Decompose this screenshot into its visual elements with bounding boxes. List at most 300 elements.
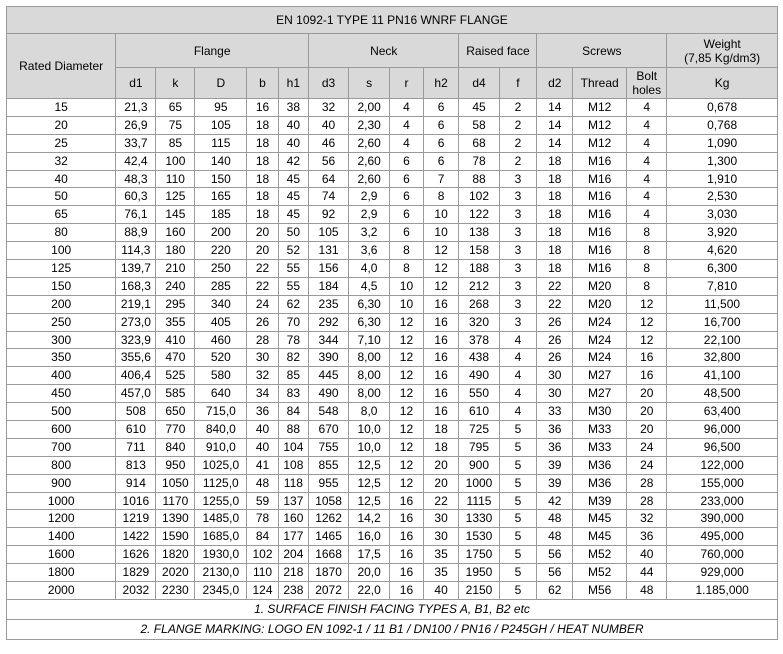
- table-cell: 204: [278, 546, 308, 564]
- table-cell: 16,0: [349, 528, 390, 546]
- table-cell: 610: [116, 421, 156, 439]
- table-cell: 6: [390, 170, 424, 188]
- table-cell: 46: [309, 134, 349, 152]
- table-cell: M56: [573, 582, 627, 600]
- table-cell: 219,1: [116, 295, 156, 313]
- table-cell: 59: [247, 492, 278, 510]
- table-cell: 4: [627, 116, 667, 134]
- table-cell: 28: [247, 331, 278, 349]
- table-cell: 12,5: [349, 492, 390, 510]
- table-cell: 1262: [309, 510, 349, 528]
- table-cell: 122: [459, 206, 499, 224]
- table-cell: 62: [537, 582, 573, 600]
- table-cell: 4: [499, 349, 537, 367]
- table-cell: 26: [537, 349, 573, 367]
- table-cell: 1219: [116, 510, 156, 528]
- table-cell: M36: [573, 456, 627, 474]
- table-cell: 26: [537, 313, 573, 331]
- header-raised-face: Raised face: [459, 34, 537, 68]
- table-cell: 74: [309, 188, 349, 206]
- table-cell: M39: [573, 492, 627, 510]
- table-cell: 1255,0: [195, 492, 247, 510]
- table-cell: 8: [423, 188, 459, 206]
- table-cell: 22: [247, 260, 278, 278]
- table-cell: 42,4: [116, 152, 156, 170]
- table-cell: 1000: [459, 474, 499, 492]
- table-cell: 1685,0: [195, 528, 247, 546]
- table-cell: 12: [423, 277, 459, 295]
- table-cell: 16: [390, 582, 424, 600]
- table-cell: 140: [195, 152, 247, 170]
- table-cell: 955: [309, 474, 349, 492]
- table-cell: 24: [627, 438, 667, 456]
- table-cell: 405: [195, 313, 247, 331]
- header-weight-label: Weight: [703, 36, 741, 51]
- table-cell: 1485,0: [195, 510, 247, 528]
- table-cell: 105: [195, 116, 247, 134]
- table-cell: 813: [116, 456, 156, 474]
- table-cell: 48: [247, 474, 278, 492]
- table-cell: 45: [278, 206, 308, 224]
- table-cell: 2: [499, 99, 537, 117]
- table-cell: 6,30: [349, 295, 390, 313]
- table-row: [7, 474, 778, 492]
- table-cell: 10,0: [349, 421, 390, 439]
- table-cell: 50: [278, 224, 308, 242]
- table-cell: 22: [423, 492, 459, 510]
- table-cell: 220: [195, 242, 247, 260]
- table-cell: 20: [247, 224, 278, 242]
- table-cell: 240: [156, 277, 195, 295]
- table-cell: 292: [309, 313, 349, 331]
- table-cell: 2,60: [349, 152, 390, 170]
- table-cell: 1800: [7, 564, 116, 582]
- table-cell: 1170: [156, 492, 195, 510]
- table-cell: 490: [309, 385, 349, 403]
- table-cell: 184: [309, 277, 349, 295]
- table-cell: 20: [627, 403, 667, 421]
- table-cell: 1025,0: [195, 456, 247, 474]
- table-cell: 110: [247, 564, 278, 582]
- table-cell: 1,910: [667, 170, 778, 188]
- table-cell: 155,000: [667, 474, 778, 492]
- table-row: [7, 331, 778, 349]
- table-cell: 84: [278, 403, 308, 421]
- table-cell: 10,0: [349, 438, 390, 456]
- table-cell: 5: [499, 456, 537, 474]
- table-cell: 268: [459, 295, 499, 313]
- table-cell: 344: [309, 331, 349, 349]
- table-cell: 18: [537, 260, 573, 278]
- table-cell: 50: [7, 188, 116, 206]
- subheader-b: b: [247, 68, 278, 99]
- table-cell: 88,9: [116, 224, 156, 242]
- table-cell: 840: [156, 438, 195, 456]
- table-cell: 4: [390, 116, 424, 134]
- table-cell: 11,500: [667, 295, 778, 313]
- table-cell: 12: [423, 242, 459, 260]
- table-cell: 32: [309, 99, 349, 117]
- table-cell: 2072: [309, 582, 349, 600]
- table-cell: 22: [537, 295, 573, 313]
- table-cell: 92: [309, 206, 349, 224]
- table-cell: 16: [390, 564, 424, 582]
- table-cell: 102: [459, 188, 499, 206]
- table-cell: M16: [573, 188, 627, 206]
- table-row: [7, 564, 778, 582]
- table-row: [7, 456, 778, 474]
- table-cell: 24: [627, 456, 667, 474]
- table-row: [7, 385, 778, 403]
- table-cell: M36: [573, 474, 627, 492]
- table-cell: 40: [7, 170, 116, 188]
- table-row: [7, 349, 778, 367]
- table-cell: 16: [423, 403, 459, 421]
- table-cell: 12: [627, 313, 667, 331]
- table-cell: 2: [499, 116, 537, 134]
- table-cell: 60,3: [116, 188, 156, 206]
- table-cell: 0,768: [667, 116, 778, 134]
- table-cell: 6,30: [349, 313, 390, 331]
- header-weight-unit: (7,85 Kg/dm3): [684, 50, 761, 65]
- table-cell: 12: [390, 403, 424, 421]
- table-cell: 18: [423, 421, 459, 439]
- table-cell: 2,530: [667, 188, 778, 206]
- table-cell: 33,7: [116, 134, 156, 152]
- table-cell: 28: [627, 492, 667, 510]
- table-cell: 2: [499, 152, 537, 170]
- table-cell: 12: [390, 313, 424, 331]
- table-cell: 2020: [156, 564, 195, 582]
- table-cell: 18: [247, 152, 278, 170]
- table-cell: 650: [156, 403, 195, 421]
- table-cell: 45: [278, 188, 308, 206]
- table-cell: 20: [247, 242, 278, 260]
- table-cell: 30: [423, 510, 459, 528]
- table-cell: 20: [627, 385, 667, 403]
- table-cell: 18: [537, 170, 573, 188]
- table-cell: 200: [7, 295, 116, 313]
- table-cell: 16: [390, 492, 424, 510]
- table-cell: M16: [573, 170, 627, 188]
- table-cell: 65: [156, 99, 195, 117]
- table-cell: 1.185,000: [667, 582, 778, 600]
- table-cell: 3: [499, 206, 537, 224]
- table-cell: 711: [116, 438, 156, 456]
- table-cell: 26: [247, 313, 278, 331]
- table-cell: 300: [7, 331, 116, 349]
- table-cell: 855: [309, 456, 349, 474]
- table-cell: 6: [390, 152, 424, 170]
- table-cell: 1600: [7, 546, 116, 564]
- table-cell: M24: [573, 349, 627, 367]
- table-cell: 12: [627, 331, 667, 349]
- table-cell: 3: [499, 224, 537, 242]
- table-cell: 5: [499, 438, 537, 456]
- table-cell: 30: [537, 385, 573, 403]
- subheader-h1: h1: [278, 68, 308, 99]
- table-cell: 273,0: [116, 313, 156, 331]
- table-cell: 56: [537, 564, 573, 582]
- table-cell: 1626: [116, 546, 156, 564]
- table-cell: 2230: [156, 582, 195, 600]
- subheader-h2: h2: [423, 68, 459, 99]
- table-cell: 138: [459, 224, 499, 242]
- table-cell: 378: [459, 331, 499, 349]
- table-cell: 18: [537, 242, 573, 260]
- table-cell: 1750: [459, 546, 499, 564]
- table-cell: 16,700: [667, 313, 778, 331]
- table-cell: 80: [7, 224, 116, 242]
- table-cell: M16: [573, 224, 627, 242]
- table-cell: 20,0: [349, 564, 390, 582]
- table-cell: 760,000: [667, 546, 778, 564]
- table-cell: 160: [156, 224, 195, 242]
- table-cell: 40: [309, 116, 349, 134]
- table-cell: 950: [156, 456, 195, 474]
- table-cell: 200: [195, 224, 247, 242]
- table-cell: 4: [390, 134, 424, 152]
- table-cell: 1016: [116, 492, 156, 510]
- table-cell: 18: [423, 438, 459, 456]
- table-cell: 22: [247, 277, 278, 295]
- table-cell: 8: [627, 224, 667, 242]
- table-cell: M16: [573, 260, 627, 278]
- table-cell: 438: [459, 349, 499, 367]
- table-cell: M45: [573, 510, 627, 528]
- table-cell: 32,800: [667, 349, 778, 367]
- table-cell: 3,2: [349, 224, 390, 242]
- table-cell: 30: [247, 349, 278, 367]
- table-cell: 2,30: [349, 116, 390, 134]
- table-cell: 390,000: [667, 510, 778, 528]
- table-cell: 610: [459, 403, 499, 421]
- table-row: [7, 277, 778, 295]
- table-cell: 1200: [7, 510, 116, 528]
- table-cell: 139,7: [116, 260, 156, 278]
- table-cell: 76,1: [116, 206, 156, 224]
- table-cell: 1668: [309, 546, 349, 564]
- table-cell: M16: [573, 242, 627, 260]
- table-cell: M30: [573, 403, 627, 421]
- table-row: [7, 188, 778, 206]
- table-cell: 63,400: [667, 403, 778, 421]
- table-cell: 18: [247, 170, 278, 188]
- table-cell: 14,2: [349, 510, 390, 528]
- table-row: [7, 403, 778, 421]
- subheader-row: [7, 68, 778, 99]
- table-cell: 6: [423, 116, 459, 134]
- table-cell: 150: [195, 170, 247, 188]
- table-cell: 233,000: [667, 492, 778, 510]
- table-cell: M20: [573, 277, 627, 295]
- table-cell: 188: [459, 260, 499, 278]
- table-cell: 16: [423, 367, 459, 385]
- table-cell: 12: [390, 349, 424, 367]
- table-cell: 125: [156, 188, 195, 206]
- table-row: [7, 116, 778, 134]
- table-cell: 1058: [309, 492, 349, 510]
- subheader-d2: d2: [537, 68, 573, 99]
- table-cell: M27: [573, 385, 627, 403]
- table-row: [7, 295, 778, 313]
- table-cell: 4,5: [349, 277, 390, 295]
- table-cell: 6: [390, 188, 424, 206]
- table-cell: 16: [247, 99, 278, 117]
- subheader-k: k: [156, 68, 195, 99]
- table-cell: 320: [459, 313, 499, 331]
- table-cell: 39: [537, 474, 573, 492]
- subheader-f: f: [499, 68, 537, 99]
- table-cell: 210: [156, 260, 195, 278]
- table-cell: 235: [309, 295, 349, 313]
- table-cell: 100: [7, 242, 116, 260]
- table-title: EN 1092-1 TYPE 11 PN16 WNRF FLANGE: [7, 7, 778, 34]
- table-cell: 355,6: [116, 349, 156, 367]
- table-cell: 1050: [156, 474, 195, 492]
- table-cell: 22,100: [667, 331, 778, 349]
- table-cell: 355: [156, 313, 195, 331]
- table-cell: 12: [390, 331, 424, 349]
- table-cell: 125: [7, 260, 116, 278]
- table-cell: 30: [537, 367, 573, 385]
- table-cell: 58: [459, 116, 499, 134]
- table-cell: 40: [278, 116, 308, 134]
- table-cell: 12: [390, 385, 424, 403]
- table-cell: 16: [390, 546, 424, 564]
- table-header: [7, 7, 778, 99]
- table-cell: 115: [195, 134, 247, 152]
- table-cell: 104: [278, 438, 308, 456]
- table-cell: 525: [156, 367, 195, 385]
- table-notes: [7, 599, 778, 639]
- table-cell: 84: [247, 528, 278, 546]
- table-row: [7, 492, 778, 510]
- table-cell: 406,4: [116, 367, 156, 385]
- table-cell: 48: [537, 528, 573, 546]
- table-cell: 48: [627, 582, 667, 600]
- table-cell: 4: [499, 385, 537, 403]
- table-cell: 4: [627, 170, 667, 188]
- table-cell: 102: [247, 546, 278, 564]
- table-row: [7, 242, 778, 260]
- table-cell: 39: [537, 456, 573, 474]
- table-cell: 12,5: [349, 456, 390, 474]
- table-cell: 400: [7, 367, 116, 385]
- table-cell: 10: [423, 206, 459, 224]
- table-cell: 2,9: [349, 206, 390, 224]
- table-cell: 770: [156, 421, 195, 439]
- table-cell: 105: [309, 224, 349, 242]
- table-cell: 40: [247, 438, 278, 456]
- table-cell: 41: [247, 456, 278, 474]
- table-row: [7, 260, 778, 278]
- table-cell: M45: [573, 528, 627, 546]
- table-cell: 4: [627, 152, 667, 170]
- table-cell: 21,3: [116, 99, 156, 117]
- table-cell: 14: [537, 99, 573, 117]
- table-cell: 70: [278, 313, 308, 331]
- table-cell: 8,0: [349, 403, 390, 421]
- table-cell: 118: [278, 474, 308, 492]
- table-cell: 34: [247, 385, 278, 403]
- table-cell: 12: [390, 367, 424, 385]
- table-row: [7, 367, 778, 385]
- table-cell: 56: [537, 546, 573, 564]
- table-cell: 78: [459, 152, 499, 170]
- table-cell: 4,0: [349, 260, 390, 278]
- table-cell: 35: [423, 564, 459, 582]
- table-cell: 1,300: [667, 152, 778, 170]
- table-cell: 490: [459, 367, 499, 385]
- table-cell: 390: [309, 349, 349, 367]
- table-cell: 1829: [116, 564, 156, 582]
- table-cell: 7,810: [667, 277, 778, 295]
- table-cell: 6: [390, 224, 424, 242]
- table-cell: M16: [573, 206, 627, 224]
- table-cell: 3: [499, 260, 537, 278]
- table-cell: 323,9: [116, 331, 156, 349]
- table-cell: 28: [627, 474, 667, 492]
- table-cell: 124: [247, 582, 278, 600]
- table-cell: M24: [573, 331, 627, 349]
- table-cell: 88: [278, 421, 308, 439]
- table-row: [7, 152, 778, 170]
- table-cell: 3: [499, 277, 537, 295]
- table-cell: 180: [156, 242, 195, 260]
- table-row: [7, 546, 778, 564]
- table-cell: 35: [423, 546, 459, 564]
- table-cell: 22,0: [349, 582, 390, 600]
- table-cell: 12: [390, 421, 424, 439]
- table-cell: 177: [278, 528, 308, 546]
- table-cell: 26,9: [116, 116, 156, 134]
- table-cell: 16: [423, 385, 459, 403]
- table-cell: 580: [195, 367, 247, 385]
- table-cell: 40: [278, 134, 308, 152]
- header-screws: Screws: [537, 34, 667, 68]
- table-row: [7, 528, 778, 546]
- table-cell: 12: [390, 438, 424, 456]
- table-cell: 8,00: [349, 385, 390, 403]
- table-cell: 16: [627, 367, 667, 385]
- table-cell: 18: [247, 206, 278, 224]
- table-cell: 16: [423, 349, 459, 367]
- table-cell: 5: [499, 474, 537, 492]
- table-cell: 900: [7, 474, 116, 492]
- table-cell: 4: [499, 331, 537, 349]
- table-cell: 22: [537, 277, 573, 295]
- table-cell: 550: [459, 385, 499, 403]
- table-body: [7, 99, 778, 600]
- table-cell: 5: [499, 564, 537, 582]
- header-rated-diameter: Rated Diameter: [7, 34, 116, 99]
- table-cell: 32: [627, 510, 667, 528]
- table-cell: 10: [423, 224, 459, 242]
- table-cell: 14: [537, 116, 573, 134]
- table-cell: 1390: [156, 510, 195, 528]
- table-cell: 165: [195, 188, 247, 206]
- table-cell: 1400: [7, 528, 116, 546]
- subheader-d: D: [195, 68, 247, 99]
- table-cell: 45: [459, 99, 499, 117]
- table-cell: M12: [573, 116, 627, 134]
- table-cell: 68: [459, 134, 499, 152]
- table-cell: 15: [7, 99, 116, 117]
- table-cell: 8: [390, 260, 424, 278]
- table-row: [7, 582, 778, 600]
- table-cell: 4: [390, 99, 424, 117]
